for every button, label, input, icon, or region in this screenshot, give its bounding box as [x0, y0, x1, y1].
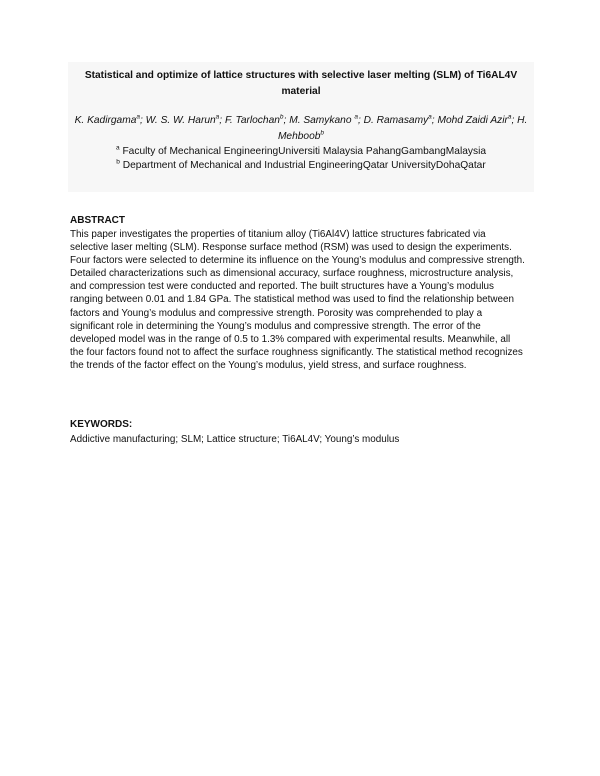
author: W. S. W. Harun$^a$; — [145, 113, 225, 126]
paper-title: Statistical and optimize of lattice structures with selective laser melting (SLM) of Ti6AL4V material — [84, 70, 518, 97]
keywords-heading: KEYWORDS: — [70, 419, 133, 430]
keywords-text: Addictive manufacturing; SLM; Lattice structure; Ti6AL4V; Young’s modulus — [70, 434, 400, 445]
author: K. Kadirgama$^a$; — [74, 113, 146, 126]
affiliation: $^b$ Department of Mechanical and Industrial EngineeringQatar UniversityDohaQatar — [116, 158, 486, 171]
author-list — [68, 113, 534, 145]
affiliation: $^a$ Faculty of Mechanical EngineeringUniversiti Malaysia PahangGambangMalaysia — [116, 144, 486, 157]
author: M. Samykano $^a$; — [289, 113, 364, 126]
abstract-heading: ABSTRACT — [70, 215, 125, 226]
author: H. Mehboob$^b$ — [277, 115, 528, 142]
author: D. Ramasamy$^a$; — [363, 113, 438, 126]
author: F. Tarlochan$^b$; — [224, 113, 290, 126]
affiliation-list — [68, 145, 534, 173]
abstract-text: This paper investigates the properties of titanium alloy (Ti6Al4V) lattice structures fabricated via selective laser melting (SLM). Response surface method (RSM) was used to design the experiments. Four factors were selected to determine its influence on the Young’s modulus and compressive strength. Detailed characterizations such as dimensional accuracy, surface roughness, microstructure analysis, and compression test were conducted and reported. The built structures have a Young’s modulus ranging between 0.01 and 1.84 GPa. The statistical method was used to find the relationship between factors and Young’s modulus and compressive strength. Porosity was comprehended to play a significant role in determining the Young’s modulus and compressive strength. The error of the developed model was in the range of 0.5 to 1.3% compared with experimental results. Meanwhile, all the four factors found not to affect the surface roughness significantly. The statistical method recognizes the trends of the factor effect on the Young’s modulus, yield stress, and surface roughness. — [70, 229, 525, 371]
author: Mohd Zaidi Azir$^a$; — [437, 113, 518, 126]
